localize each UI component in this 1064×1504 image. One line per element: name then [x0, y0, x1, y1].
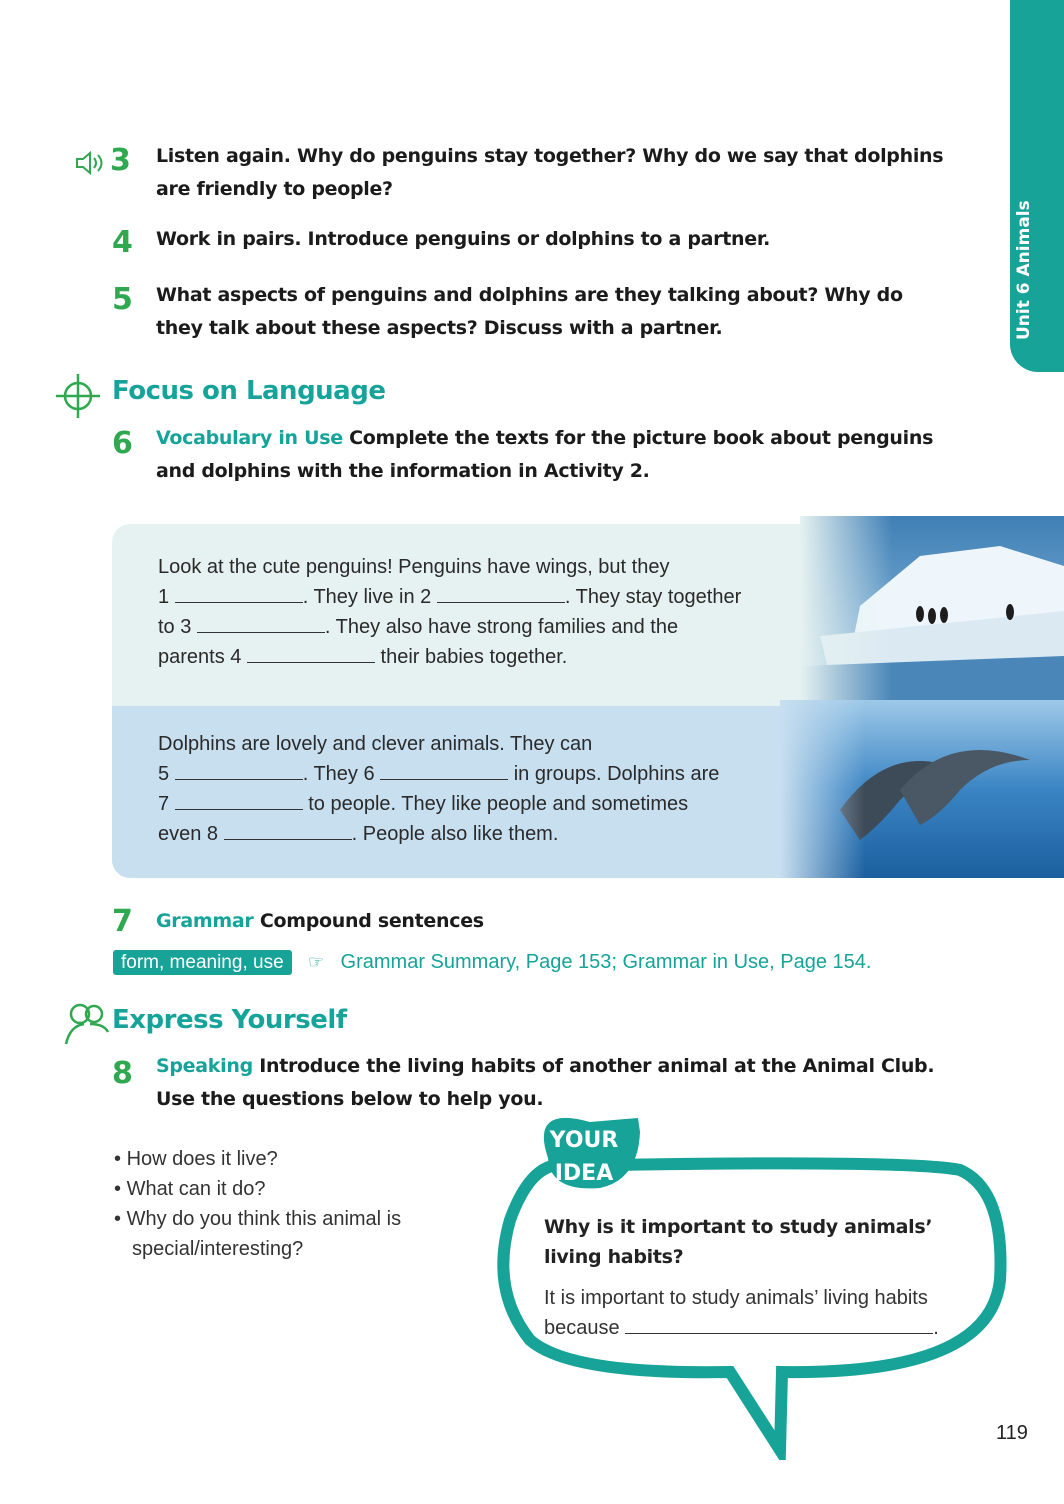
dolphin-text-fragment: in groups. Dolphins are	[508, 763, 720, 785]
penguin-paragraph	[158, 552, 798, 672]
list-item: • Why do you think this animal is special/interesting?	[114, 1208, 402, 1260]
answer-blank-8[interactable]	[224, 821, 352, 840]
task-number: 6	[112, 426, 133, 461]
answer-blank-1[interactable]	[175, 584, 303, 603]
dolphin-paragraph	[158, 729, 778, 849]
list-item: • How does it live?	[114, 1148, 278, 1170]
idea-answer	[544, 1283, 964, 1343]
unit-tab-label: Unit 6 Animals	[1014, 200, 1034, 340]
your-idea-line-1: YOUR	[549, 1128, 619, 1153]
express-yourself-heading: Express Yourself	[112, 1005, 347, 1035]
dolphin-line-2	[158, 759, 778, 789]
grammar-summary-link[interactable]: Grammar Summary, Page 153; Grammar in Use, Page 154.	[340, 951, 872, 973]
idea-question: Why is it important to study animals’ living habits?	[544, 1216, 933, 1268]
penguin-image	[800, 516, 1064, 706]
task-3-text: Listen again. Why do penguins stay together? Why do we say that dolphins are friendly to people?	[156, 145, 944, 200]
task-4-text: Work in pairs. Introduce penguins or dolphins to a partner.	[156, 228, 771, 250]
task-number: 4	[112, 225, 133, 260]
blank-number: to 3	[158, 616, 192, 638]
penguin-line-3	[158, 612, 798, 642]
grammar-label: Grammar	[156, 910, 254, 932]
task-number: 3	[110, 143, 131, 178]
task-8-instruction: Introduce the living habits of another animal at the Animal Club. Use the questions below to help you.	[156, 1055, 935, 1110]
pointing-hand-icon: ☞	[308, 952, 325, 972]
idea-answer-because: because	[544, 1317, 620, 1339]
focus-on-language-heading: Focus on Language	[112, 376, 386, 406]
idea-answer-period: .	[933, 1317, 939, 1339]
idea-answer-line-1: It is important to study animals’ living habits	[544, 1287, 928, 1309]
crosshair-icon	[54, 372, 102, 420]
audio-icon[interactable]	[74, 148, 108, 178]
question-list	[114, 1144, 454, 1264]
answer-blank-3[interactable]	[197, 614, 325, 633]
task-number: 5	[112, 282, 133, 317]
penguin-line-4	[158, 642, 798, 672]
your-idea-line-2: IDEA	[554, 1161, 614, 1186]
vocabulary-label: Vocabulary in Use	[156, 427, 343, 449]
answer-blank-6[interactable]	[380, 761, 508, 780]
task-5-text: What aspects of penguins and dolphins are they talking about? Why do they talk about these aspects? Discuss with a partner.	[156, 284, 903, 339]
answer-blank-2[interactable]	[437, 584, 565, 603]
blank-number: parents 4	[158, 646, 242, 668]
question-text: Why do you think this animal is special/interesting?	[126, 1208, 402, 1260]
task-7-topic: Compound sentences	[259, 910, 484, 932]
dolphin-line-3	[158, 789, 778, 819]
speaking-label: Speaking	[156, 1055, 253, 1077]
penguin-text-fragment: . They stay together	[564, 586, 742, 608]
penguin-line-2	[158, 582, 798, 612]
penguin-text-fragment: . They also have strong families and the	[324, 616, 679, 638]
grammar-reference-row	[113, 951, 871, 974]
answer-blank-4[interactable]	[247, 644, 375, 663]
answer-blank-7[interactable]	[175, 791, 303, 810]
dolphin-line-4	[158, 819, 778, 849]
question-text: What can it do?	[126, 1178, 266, 1200]
page-number: 119	[996, 1422, 1028, 1444]
idea-answer-line-2	[544, 1313, 964, 1343]
dolphin-text-fragment: . They 6	[302, 763, 375, 785]
task-number: 7	[112, 904, 133, 939]
dolphin-image	[780, 700, 1064, 878]
dolphin-text-fragment: to people. They like people and sometimes	[302, 793, 689, 815]
blank-number: 5	[158, 763, 170, 785]
people-icon	[62, 1000, 110, 1048]
blank-number: 1	[158, 586, 170, 608]
task-number: 8	[112, 1056, 133, 1091]
your-idea-badge	[546, 1124, 622, 1190]
list-item: • What can it do?	[114, 1178, 266, 1200]
task-6-instruction: Complete the texts for the picture book about penguins and dolphins with the information in Activity 2.	[156, 427, 934, 482]
dolphin-line-1: Dolphins are lovely and clever animals. They can	[158, 733, 593, 755]
penguin-text-fragment: their babies together.	[374, 646, 568, 668]
answer-blank-5[interactable]	[175, 761, 303, 780]
penguin-line-1: Look at the cute penguins! Penguins have wings, but they	[158, 556, 670, 578]
question-text: How does it live?	[126, 1148, 278, 1170]
unit-side-tab	[1010, 0, 1064, 372]
task-7-text	[156, 905, 856, 938]
penguin-text-fragment: . They live in 2	[302, 586, 432, 608]
dolphin-text-fragment: . People also like them.	[351, 823, 559, 845]
blank-number: 7	[158, 793, 170, 815]
idea-answer-blank[interactable]	[625, 1315, 933, 1334]
task-6-text	[156, 422, 976, 488]
task-8-text	[156, 1050, 976, 1116]
form-meaning-use-tag: form, meaning, use	[113, 950, 292, 975]
blank-number: even 8	[158, 823, 219, 845]
